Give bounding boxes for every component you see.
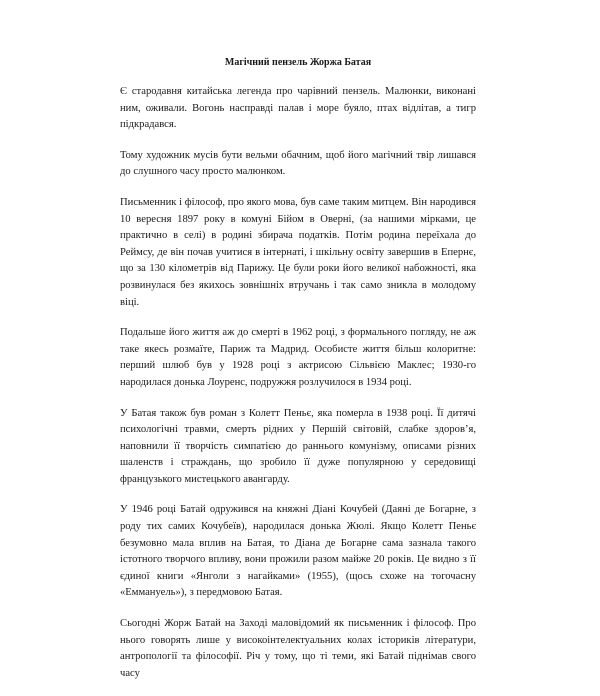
paragraph-colette-peignot: У Батая також був роман з Колетт Пеньє, яка померла в 1938 році. Її дитячі психологічні травми, смерть рідних у Першій світовій, слабке здоров’я, наповнили її творчість симпатією до раннього комунізму, описами різних шаленств і страждань, що зробило її дуже популярною у середовищі французького мистецького авангарду. [120, 407, 476, 485]
paragraph-today: Сьогодні Жорж Батай на Заході маловідомий як письменник і філософ. Про нього говорять лише у високоінтелектуальних колах істориків літератури, антропології та філософії. Річ у тому, що ті теми, які Батай піднімав свого часу [120, 618, 476, 679]
paragraph-artist-caution: Тому художник мусів бути вельми обачним, щоб його магічний твір лишався до слушного часу просто малюнком. [120, 149, 476, 178]
paragraph-later-life: Подальше його життя аж до смерті в 1962 році, з формального погляду, не аж таке якесь розмаїте, Париж та Мадрид. Особисте життя більш колоритне: перший шлюб був у 1928 році з актрисою Сільвією Маклес; 1930-го народилася донька Лоуренс, подружжя розлучилося в 1934 році. [120, 327, 476, 388]
document-title: Магічний пензель Жоржа Батая [224, 57, 372, 68]
paragraph-legend: Є стародавня китайська легенда про чарівний пензель. Малюнки, виконані ним, оживали. Вогонь насправді палав і море буяло, птах відлітав, а тигр підкрадався. [120, 86, 476, 131]
document-page [120, 56, 476, 696]
paragraph-early-life: Письменник і філософ, про якого мова, був саме таким митцем. Він народився 10 вересня 1897 року в комуні Бійом в Оверні, (за нашими мірками, це практично в селі) в родині збирача податків. Потім родина переїхала до Реймсу, де він почав учитися в інтернаті, і шкільну освіту завершив в Епернє, що за 130 кілометрів від Парижу. Це були роки його великої набожності, яка розвинулася без якихось зовнішніх втручань і так само зникла в молодому віці. [120, 196, 476, 308]
paragraph-diane-kochubey: У 1946 році Батай одружився на княжні Діані Кочубей (Даяні де Богарне, з роду тих самих Кочубеїв), народилася донька Жюлі. Якщо Колетт Пеньє безумовно мала вплив на Батая, то Діана де Богарне сама зазнала такого істотного творчого впливу, вони прожили разом майже 20 років. Це видно з її єдиної книги «Янголи з нагайками» (1955), (щось схоже на тогочасну «Еммануель»), з передмовою Батая. [120, 504, 476, 599]
